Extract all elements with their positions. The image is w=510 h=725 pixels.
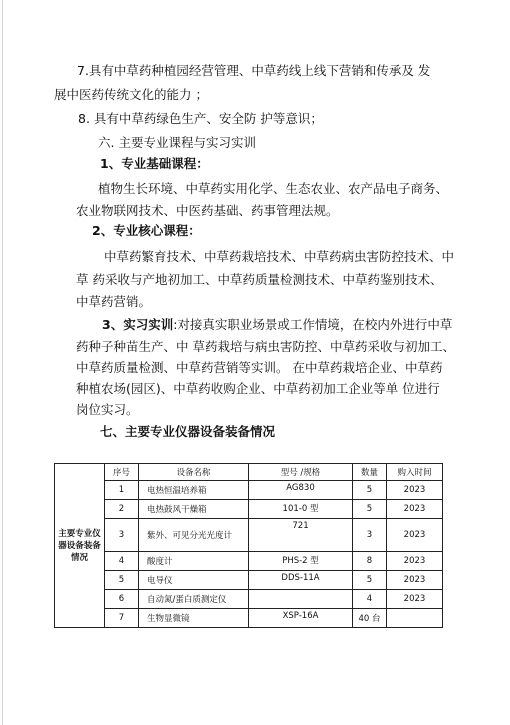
page-edge — [2, 0, 3, 725]
section6-heading: 六. 主要专业课程与实习实训 — [98, 135, 256, 150]
cell-name: 酸度计 — [139, 552, 249, 571]
basic-courses-line: 植物生长环境、中草药实用化学、生态农业、农产品电子商务、 — [98, 181, 449, 196]
para7-line2: 展中医药传统文化的能力 ； — [54, 87, 208, 102]
cell-year: 2023 — [387, 481, 443, 500]
cell-model: 101-0 型 — [249, 500, 353, 519]
table-header-row — [55, 464, 443, 481]
core-courses-line: 中草药营销。 — [76, 294, 152, 309]
cell-name: 电导仪 — [139, 571, 249, 590]
cell-model: PHS-2 型 — [249, 552, 353, 571]
cell-name: 电热鼓风干燥箱 — [139, 500, 249, 519]
cell-name: 自动氮/蛋白质测定仪 — [139, 590, 249, 609]
table-row — [55, 571, 443, 590]
practice-line: 种植农场(园区)、中草药收购企业、中草药初加工企业等单 位进行 — [76, 381, 440, 396]
cell-year — [387, 609, 443, 628]
cell-model: 721 — [249, 519, 353, 552]
cell-no: 5 — [105, 571, 139, 590]
cell-no: 1 — [105, 481, 139, 500]
cell-name: 紫外、可见分光光度计 — [139, 519, 249, 552]
section7-heading: 七、主要专业仪器设备装备情况 — [100, 424, 276, 439]
cell-year: 2023 — [387, 500, 443, 519]
cell-name: 电热恒温培养箱 — [139, 481, 249, 500]
table-header-cell: 数量 — [353, 464, 387, 481]
cell-name: 生物显微镜 — [139, 609, 249, 628]
table-side-label: 主要专业仪器设备装备情况 — [55, 464, 105, 628]
table-row — [55, 481, 443, 500]
basic-courses-title: 1、专业基础课程： — [100, 156, 209, 171]
cell-model: DDS-11A — [249, 571, 353, 590]
table-row — [55, 552, 443, 571]
practice-line: 岗位实习。 — [76, 402, 139, 417]
practice-line1 — [102, 316, 452, 334]
table-header-cell: 序号 — [105, 464, 139, 481]
cell-qty: 5 — [353, 571, 387, 590]
core-courses-line: 中草药繁育技术、中草药栽培技术、中草药病虫害防控技术、中 — [104, 249, 455, 264]
cell-year: 2023 — [387, 552, 443, 571]
cell-qty: 4 — [353, 590, 387, 609]
basic-courses-line: 农业物联网技术、中医药基础、药事管理法规。 — [76, 203, 339, 218]
cell-year: 2023 — [387, 571, 443, 590]
cell-qty: 5 — [353, 481, 387, 500]
table-header-cell: 型号 /规格 — [249, 464, 353, 481]
cell-no: 3 — [105, 519, 139, 552]
cell-no: 7 — [105, 609, 139, 628]
equipment-table — [54, 463, 443, 628]
table-row — [55, 519, 443, 552]
cell-qty: 40 台 — [353, 609, 387, 628]
core-courses-line: 草 药采收与产地初加工、中草药质量检测技术、中草药鉴别技术、 — [76, 272, 443, 287]
para8: 8. 具有中草药绿色生产、安全防 护等意识； — [78, 111, 323, 126]
table-row — [55, 609, 443, 628]
table-row — [55, 500, 443, 519]
practice-line: 中草药质量检测、中草药营销等实训。 在中草药栽培企业、中草药 — [76, 360, 443, 375]
cell-model: XSP-16A — [249, 609, 353, 628]
para7-line1: 7.具有中草药种植园经营管理、中草药线上线下营销和传承及 发 — [77, 63, 431, 78]
cell-model: AG830 — [249, 481, 353, 500]
practice-line1-rest: :对接真实职业场景或工作情境，在校内外进行中草 — [173, 317, 453, 332]
cell-no: 4 — [105, 552, 139, 571]
cell-qty: 3 — [353, 519, 387, 552]
practice-line: 药种子种苗生产、中 草药栽培与病虫害防控、中草药采收与初加工、 — [76, 339, 455, 354]
core-courses-title: 2、专业核心课程： — [92, 223, 201, 238]
cell-qty: 5 — [353, 500, 387, 519]
table-row — [55, 590, 443, 609]
practice-title: 3、实习实训 — [102, 317, 174, 332]
table-header-cell: 设备名称 — [139, 464, 249, 481]
cell-qty: 8 — [353, 552, 387, 571]
cell-year: 2023 — [387, 519, 443, 552]
table-header-cell: 购入时间 — [387, 464, 443, 481]
cell-model — [249, 590, 353, 609]
cell-year: 2023 — [387, 590, 443, 609]
cell-no: 6 — [105, 590, 139, 609]
cell-no: 2 — [105, 500, 139, 519]
